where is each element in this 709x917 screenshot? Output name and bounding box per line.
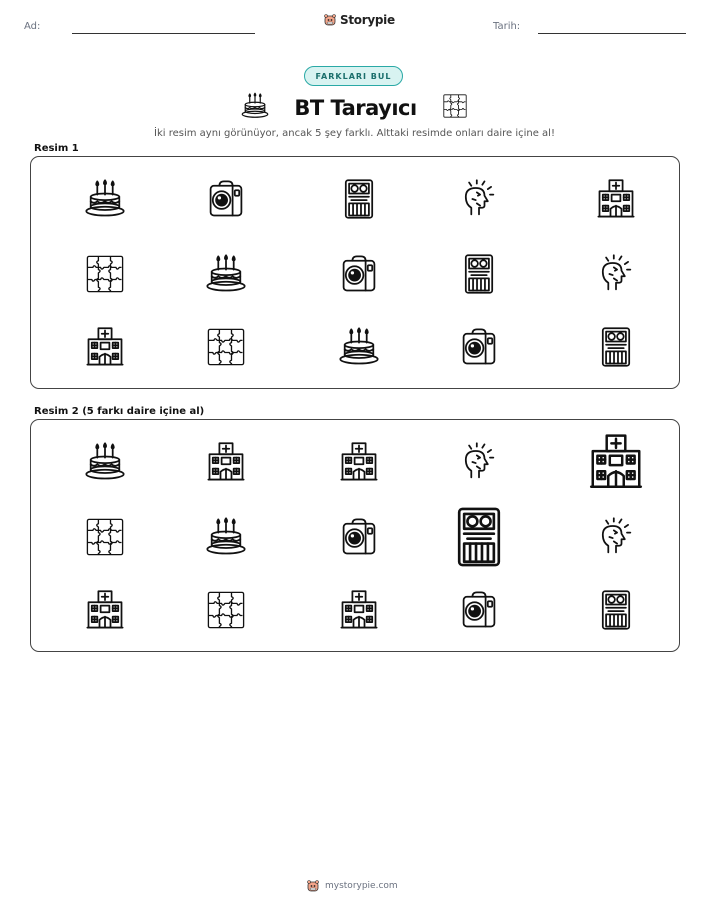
cake-icon [83, 177, 127, 221]
storypie-mascot-icon [306, 879, 320, 893]
head-icon[interactable] [594, 515, 638, 559]
head-icon [457, 177, 501, 221]
puzzle-icon [204, 325, 248, 369]
hospital-icon[interactable] [83, 588, 127, 632]
cake-icon[interactable] [204, 515, 248, 559]
storypie-mascot-icon [323, 13, 337, 27]
name-line[interactable] [72, 33, 255, 34]
hospital-icon [83, 325, 127, 369]
cake-icon [204, 252, 248, 296]
picture1-label: Resim 1 [34, 143, 79, 154]
puzzle-icon [83, 252, 127, 296]
date-label: Tarih: [493, 21, 521, 32]
hospital-icon[interactable] [337, 440, 381, 484]
server-icon[interactable] [594, 588, 638, 632]
picture2-label: Resim 2 (5 farkı daire içine al) [34, 406, 205, 417]
camera-icon[interactable] [337, 515, 381, 559]
cake-icon[interactable] [83, 440, 127, 484]
footer [306, 879, 398, 893]
brand-name: Storypie [340, 13, 395, 27]
hospital-icon[interactable] [337, 588, 381, 632]
puzzle-icon[interactable] [83, 515, 127, 559]
name-label: Ad: [24, 21, 41, 32]
puzzle-icon [441, 92, 469, 124]
cake-icon [240, 91, 270, 125]
server-icon [337, 177, 381, 221]
head-icon [594, 252, 638, 296]
footer-link[interactable]: mystorypie.com [325, 881, 398, 891]
brand-logo [323, 13, 395, 27]
server-icon [594, 325, 638, 369]
picture2-panel[interactable] [30, 419, 680, 652]
page-title [240, 92, 469, 124]
activity-badge: FARKLARI BUL [304, 66, 403, 86]
server-icon [457, 252, 501, 296]
date-line[interactable] [538, 33, 686, 34]
camera-icon [204, 177, 248, 221]
instructions: İki resim aynı görünüyor, ancak 5 şey farklı. Alttaki resimde onları daire içine al! [154, 128, 555, 139]
camera-icon [457, 325, 501, 369]
title-text: BT Tarayıcı [294, 96, 417, 120]
camera-icon [337, 252, 381, 296]
cake-icon [337, 325, 381, 369]
camera-icon[interactable] [457, 588, 501, 632]
picture1-panel [30, 156, 680, 389]
hospital-icon[interactable] [585, 431, 647, 493]
hospital-icon [594, 177, 638, 221]
puzzle-icon[interactable] [204, 588, 248, 632]
server-icon[interactable] [446, 504, 512, 570]
head-icon[interactable] [457, 440, 501, 484]
hospital-icon[interactable] [204, 440, 248, 484]
